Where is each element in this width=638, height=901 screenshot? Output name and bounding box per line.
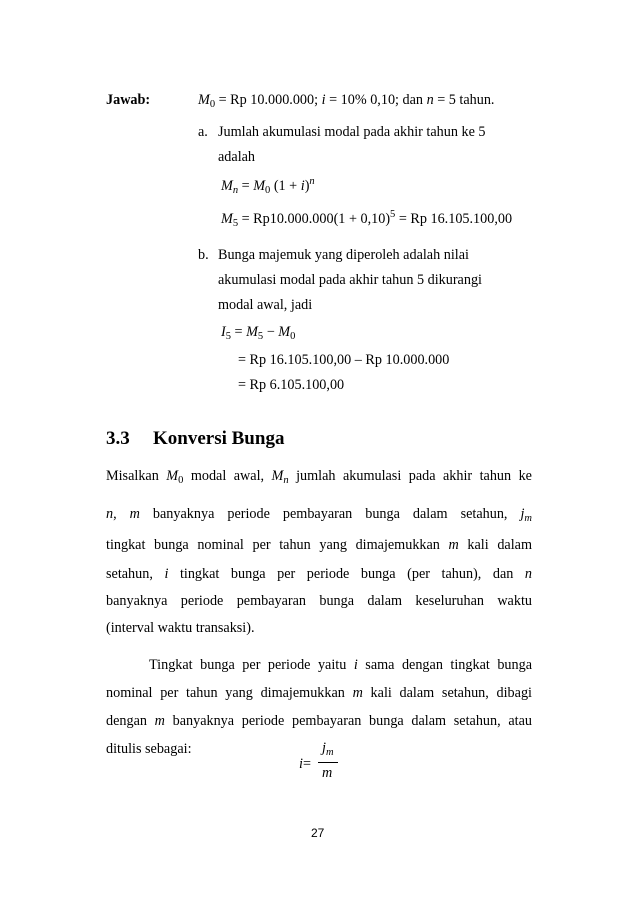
- para1-mn-subscript: n: [283, 475, 289, 486]
- given-n-symbol: n: [426, 92, 434, 108]
- b-eq1-m5-symbol: M: [246, 324, 258, 340]
- para2-line4: ditulis sebagai:: [106, 741, 192, 757]
- formula-numerator: [322, 740, 334, 757]
- para1-m-symbol: m: [129, 506, 140, 522]
- para2-m-symbol: m: [154, 713, 165, 729]
- para1-j-symbol: j: [520, 506, 525, 522]
- b-eq1-lhs-symbol: I: [221, 324, 226, 340]
- para1-i-symbol: i: [164, 566, 169, 582]
- para2-text: banyaknya periode pembayaran bunga dalam setahun, atau: [164, 713, 532, 729]
- formula-lhs: i: [299, 756, 303, 772]
- eq2-lhs-symbol: M: [221, 211, 233, 227]
- b-eq1-equals: =: [230, 324, 247, 340]
- para2-text: kali dalam setahun, dibagi: [362, 685, 532, 701]
- item-a-equation-2: [221, 211, 512, 228]
- eq1-paren-close: ): [304, 178, 310, 194]
- item-a-line1: Jumlah akumulasi modal pada akhir tahun ke 5: [218, 124, 486, 140]
- para1-n-symbol: n: [524, 566, 532, 582]
- b-eq1-lhs-subscript: 5: [225, 331, 231, 342]
- given-m0-subscript: 0: [209, 99, 216, 110]
- para1-j-subscript: m: [524, 513, 533, 524]
- answer-given: [198, 91, 494, 109]
- item-b-line2: akumulasi modal pada akhir tahun 5 dikurangi: [218, 272, 482, 288]
- item-a-line2: adalah: [218, 149, 256, 165]
- eq2-lhs-subscript: 5: [232, 218, 239, 229]
- formula-denominator: m: [322, 765, 333, 781]
- page-number: 27: [311, 826, 325, 840]
- para1-n-symbol: n: [106, 506, 114, 522]
- b-eq1-m0-symbol: M: [278, 324, 291, 340]
- eq1-exponent: n: [309, 176, 315, 187]
- para1-m0-symbol: M: [166, 468, 179, 484]
- item-b-line1: Bunga majemuk yang diperoleh adalah nilai: [218, 247, 469, 263]
- para1-line4: [106, 565, 532, 583]
- eq1-rhs-subscript: 0: [265, 185, 271, 196]
- para1-line2: [106, 505, 532, 523]
- para1-text: tingkat bunga nominal per tahun yang dimajemukkan: [106, 537, 449, 553]
- given-m0-value: = Rp 10.000.000;: [215, 92, 322, 108]
- eq1-lhs-subscript: n: [232, 185, 239, 196]
- para1-m0-subscript: 0: [178, 475, 184, 486]
- para1-line6: (interval waktu transaksi).: [106, 620, 255, 636]
- formula-j-subscript: m: [325, 747, 334, 758]
- para2-text: dengan: [106, 713, 155, 729]
- para1-text: ,: [113, 506, 130, 522]
- item-b-marker: b.: [198, 247, 209, 263]
- item-b-line3: modal awal, jadi: [218, 297, 313, 313]
- item-a-marker: a.: [198, 124, 208, 140]
- eq2-result: = Rp 16.105.100,00: [395, 211, 513, 227]
- b-eq1-m5-subscript: 5: [257, 331, 264, 342]
- para1-line5: [106, 592, 532, 610]
- item-b-equation-3: = Rp 6.105.100,00: [238, 377, 345, 393]
- para2-line3: [106, 712, 532, 730]
- eq1-rhs-symbol: M: [253, 178, 266, 194]
- para1-text: banyaknya periode pembayaran bunga dalam keseluruhan waktu: [106, 593, 532, 609]
- given-i-symbol: i: [321, 92, 326, 108]
- para2-line1: [149, 656, 532, 674]
- item-a-equation-1: [221, 178, 315, 195]
- para1-text: banyaknya periode pembayaran bunga dalam setahun,: [139, 506, 521, 522]
- para1-line3: [106, 536, 532, 554]
- section-title: Konversi Bunga: [153, 428, 285, 449]
- para1-text: kali dalam: [458, 537, 532, 553]
- para1-text: modal awal,: [183, 468, 272, 484]
- given-m0-symbol: M: [198, 92, 210, 108]
- para2-text: sama dengan tingkat bunga: [357, 657, 532, 673]
- eq2-exponent: 5: [390, 209, 396, 220]
- b-eq1-m0-subscript: 0: [290, 331, 296, 342]
- para2-text: Tingkat bunga per periode yaitu: [149, 657, 354, 673]
- para2-m-symbol: m: [352, 685, 363, 701]
- para1-text: setahun,: [106, 566, 165, 582]
- para1-text: jumlah akumulasi pada akhir tahun ke: [288, 468, 532, 484]
- eq2-middle: = Rp10.000.000(1 + 0,10): [238, 211, 391, 227]
- para2-line2: [106, 684, 532, 702]
- para1-m-symbol: m: [448, 537, 459, 553]
- b-eq1-minus: −: [263, 324, 279, 340]
- given-n-value: = 5 tahun.: [433, 92, 495, 108]
- given-i-value: = 10% 0,10; dan: [325, 92, 427, 108]
- para1-text: Misalkan: [106, 468, 167, 484]
- item-b-equation-1: [221, 324, 295, 341]
- formula-j-symbol: j: [322, 740, 326, 756]
- eq1-lhs-symbol: M: [221, 178, 233, 194]
- para2-i-symbol: i: [353, 657, 358, 673]
- formula-fraction-bar: [318, 762, 338, 763]
- para1-text: tingkat bunga per periode bunga (per tahun), dan: [168, 566, 525, 582]
- eq1-i-symbol: i: [300, 178, 305, 194]
- formula-equals: =: [303, 756, 312, 772]
- para1-line1: [106, 467, 532, 485]
- para2-text: nominal per tahun yang dimajemukkan: [106, 685, 353, 701]
- answer-label: Jawab:: [106, 92, 151, 108]
- eq1-paren-open: (1 +: [270, 178, 301, 194]
- eq1-equals: =: [238, 178, 254, 194]
- section-number: 3.3: [106, 428, 130, 449]
- para1-mn-symbol: M: [271, 468, 284, 484]
- item-b-equation-2: = Rp 16.105.100,00 – Rp 10.000.000: [238, 352, 450, 368]
